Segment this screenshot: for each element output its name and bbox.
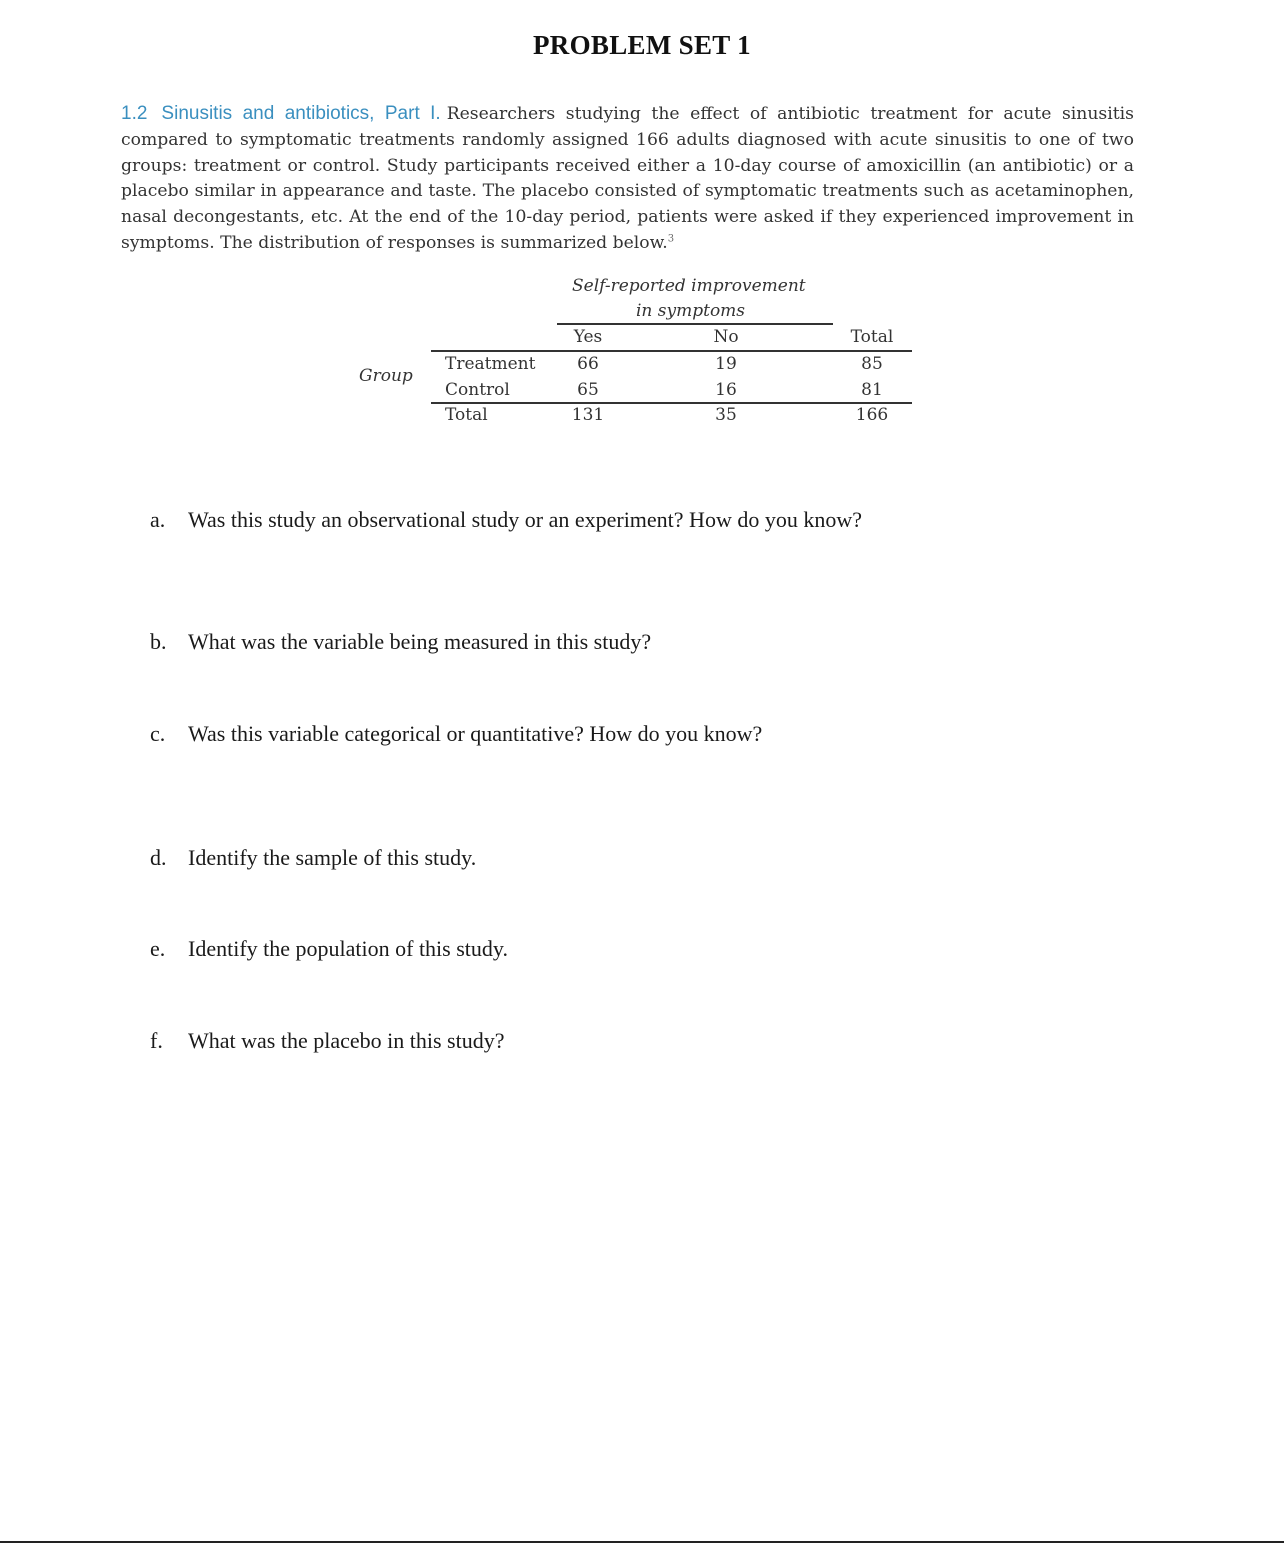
column-header-no: No [713, 327, 739, 347]
question-b [150, 629, 651, 655]
row-label-control: Control [445, 380, 510, 400]
spanner-rule [557, 323, 833, 325]
footnote-marker: 3 [667, 233, 675, 245]
question-letter: b. [150, 629, 167, 654]
question-letter: c. [150, 721, 166, 746]
question-text: What was the placebo in this study? [188, 1028, 505, 1053]
question-e [150, 936, 508, 962]
problem-statement [121, 101, 1134, 257]
row-group-label: Group [359, 366, 413, 386]
question-text: Identify the population of this study. [188, 936, 508, 961]
question-letter: f. [150, 1028, 163, 1053]
column-header-yes: Yes [573, 327, 603, 347]
cell-total-yes: 131 [571, 405, 605, 425]
table-spanner-line1: Self-reported improvement [572, 276, 806, 296]
row-label-treatment: Treatment [445, 354, 536, 374]
question-text: Was this variable categorical or quantitative? How do you know? [188, 721, 763, 746]
cell-control-total: 81 [861, 380, 883, 400]
question-c [150, 721, 762, 747]
cell-treatment-no: 19 [715, 354, 737, 374]
cell-total-total: 166 [855, 405, 889, 425]
page-bottom-rule [0, 1541, 1284, 1543]
row-label-total: Total [445, 405, 488, 425]
column-header-total: Total [850, 327, 894, 347]
question-text: Was this study an observational study or an experiment? How do you know? [188, 507, 862, 532]
question-text: Identify the sample of this study. [188, 845, 477, 870]
total-rule [431, 402, 912, 404]
question-d [150, 845, 476, 871]
cell-control-yes: 65 [577, 380, 599, 400]
cell-treatment-total: 85 [861, 354, 883, 374]
cell-total-no: 35 [715, 405, 737, 425]
question-text: What was the variable being measured in this study? [188, 629, 652, 654]
question-letter: e. [150, 936, 166, 961]
header-rule [431, 350, 912, 352]
question-letter: d. [150, 845, 167, 870]
problem-number: 1.2 [121, 103, 148, 124]
question-letter: a. [150, 507, 166, 532]
cell-treatment-yes: 66 [577, 354, 599, 374]
problem-body: Researchers studying the effect of antibiotic treatment for acute sinusitis compared to symptomatic treatments randomly assigned 166 adults diagnosed with acute sinusitis to one of two groups: treatment or control. Study participants received either a 10-day course of amoxicillin (an antibiotic) or a placebo similar in appearance and taste. The placebo consisted of symptomatic treatments such as acetaminophen, nasal decongestants, etc. At the end of the 10-day period, patients were asked if they experienced improvement in symptoms. The distribution of responses is summarized below. [121, 104, 1134, 253]
table-spanner-line2: in symptoms [636, 301, 746, 321]
problem-heading: Sinusitis and antibiotics, Part I. [161, 103, 441, 124]
question-f [150, 1028, 504, 1054]
page-title: PROBLEM SET 1 [533, 30, 751, 60]
question-a [150, 507, 862, 533]
cell-control-no: 16 [715, 380, 737, 400]
